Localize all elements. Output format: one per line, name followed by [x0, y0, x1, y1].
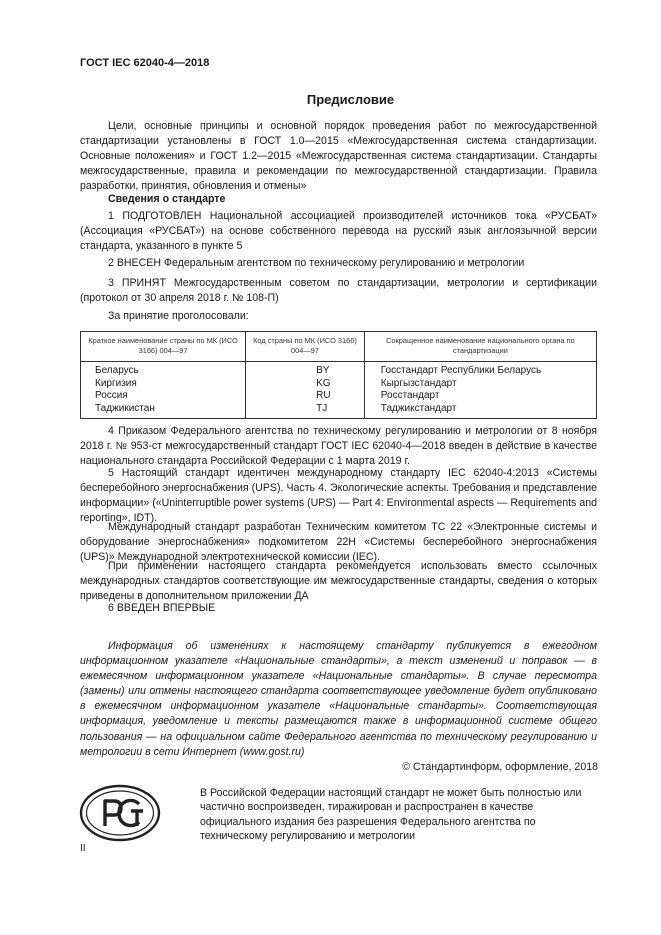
item-2-paragraph: 2 ВНЕСЕН Федеральным агентством по техническому регулированию и метрологии — [108, 257, 525, 269]
country-name: Таджикистан — [95, 402, 155, 414]
voted-label: За принятие проголосовали: — [108, 310, 249, 322]
copyright-line: © Стандартинформ, оформление, 2018 — [402, 761, 598, 773]
country-name: Россия — [95, 390, 128, 401]
info-notice-paragraph: Информация об изменениях к настоящему стандарту публикуется в ежегодном информационном указателе «Национальные стандарты», а текст изменений и поправок — в ежемесячном информационном указателе «Национальные стандарты». В случае пересмотра (замены) или отмены настоящего стандарта соответствующее уведомление будет опубликовано в ежемесячном информационном указателе «Национальные стандарты». Соответствующая информация, уведомление и тексты размещаются также в информационной системе общего пользования — на официальном сайте Федерального агентства по техническому регулированию и метрологии в сети Интернет (www.gost.ru) — [80, 640, 597, 758]
rights-notice-paragraph: В Российской Федерации настоящий стандарт не может быть полностью или частично воспроизведен, тиражирован и распространен в качестве официального издания без разрешения Федерального агентства по техническому регулированию и метрологии — [200, 787, 582, 842]
item-4-paragraph: 4 Приказом Федерального агентства по техническому регулированию и метрологии от 8 ноября 2018 г. № 953-ст межгосударственный стандарт ГОСТ IEC 62040-4—2018 введен в действие в качестве национального стандарта Российской Федерации с 1 марта 2019 г. — [80, 425, 597, 468]
country-code: RU — [316, 390, 331, 401]
table-header-row — [81, 332, 597, 362]
item-5-application-paragraph: При применении настоящего стандарта рекомендуется использовать вместо ссылочных международных стандартов соответствующие им межгосударственные стандарты, сведения о которых приведены в дополнительном приложении ДА — [80, 560, 597, 603]
page-number: II — [80, 843, 86, 854]
organization-name: Госстандарт Республики Беларусь — [380, 365, 542, 376]
code-cell — [246, 362, 365, 419]
organization-name: Таджикстандарт — [380, 402, 457, 414]
country-code: KG — [316, 377, 331, 389]
intro-paragraph: Цели, основные принципы и основной порядок проведения работ по межгосударственной стандартизации установлены в ГОСТ 1.0—2015 «Межгосударственная система стандартизации. Основные положения» и ГОСТ 1.2—2015 «Межгосударственная система стандартизации. Стандарты межгосударственные, правила и рекомендации по межгосударственной стандартизации. Правила разработки, принятия, обновления и отмены» — [80, 120, 597, 193]
organization-name: Росстандарт — [380, 390, 440, 401]
item-6-paragraph: 6 ВВЕДЕН ВПЕРВЫЕ — [108, 602, 216, 614]
country-code: TJ — [316, 402, 328, 414]
column-header-country: Краткое наименование страны по МК (ИСО 3166) 004—97 — [81, 332, 246, 362]
page-title: Предисловие — [306, 92, 395, 107]
item-5-paragraph: 5 Настоящий стандарт идентичен международному стандарту IEC 62040-4:2013 «Системы бесперебойного энергоснабжения (UPS). Часть 4. Экологические аспекты. Требования и представление информации» («Uninterruptible power systems (UPS) — Part 4: Environmental aspects — Requirements and reporting», IDT). — [80, 467, 597, 525]
section-title: Сведения о стандарте — [108, 193, 226, 205]
country-name: Киргизия — [95, 377, 137, 389]
organization-name: Кыргызстандарт — [380, 377, 457, 389]
country-code: BY — [316, 365, 330, 376]
organization-cell — [364, 362, 596, 419]
country-cell — [81, 362, 246, 419]
item-5-committee-paragraph: Международный стандарт разработан Техническим комитетом TC 22 «Электронные системы и оборудование энергоснабжения» подкомитетом 22H «Системы бесперебойного энергоснабжения (UPS)» Международной электротехнической комиссии (IEC). — [80, 521, 597, 564]
country-name: Беларусь — [95, 365, 139, 376]
column-header-code: Код страны по МК (ИСО 3166) 004—97 — [246, 332, 365, 362]
voting-countries-table — [80, 331, 597, 419]
document-code-header: ГОСТ IEC 62040-4—2018 — [80, 57, 210, 69]
item-3-paragraph: 3 ПРИНЯТ Межгосударственным советом по стандартизации, метрологии и сертификации (протокол от 30 апреля 2018 г. № 108-П) — [80, 277, 597, 305]
column-header-organization: Сокращенное наименование национального органа по стандартизации — [364, 332, 596, 362]
table-row — [81, 362, 597, 419]
item-1-paragraph: 1 ПОДГОТОВЛЕН Национальной ассоциацией производителей источников тока «РУСБАТ» (Ассоциация «РУСБАТ») на основе собственного перевода на русский язык англоязычной версии стандарта, указанного в пункте 5 — [80, 210, 597, 253]
rst-logo-icon — [79, 784, 161, 842]
